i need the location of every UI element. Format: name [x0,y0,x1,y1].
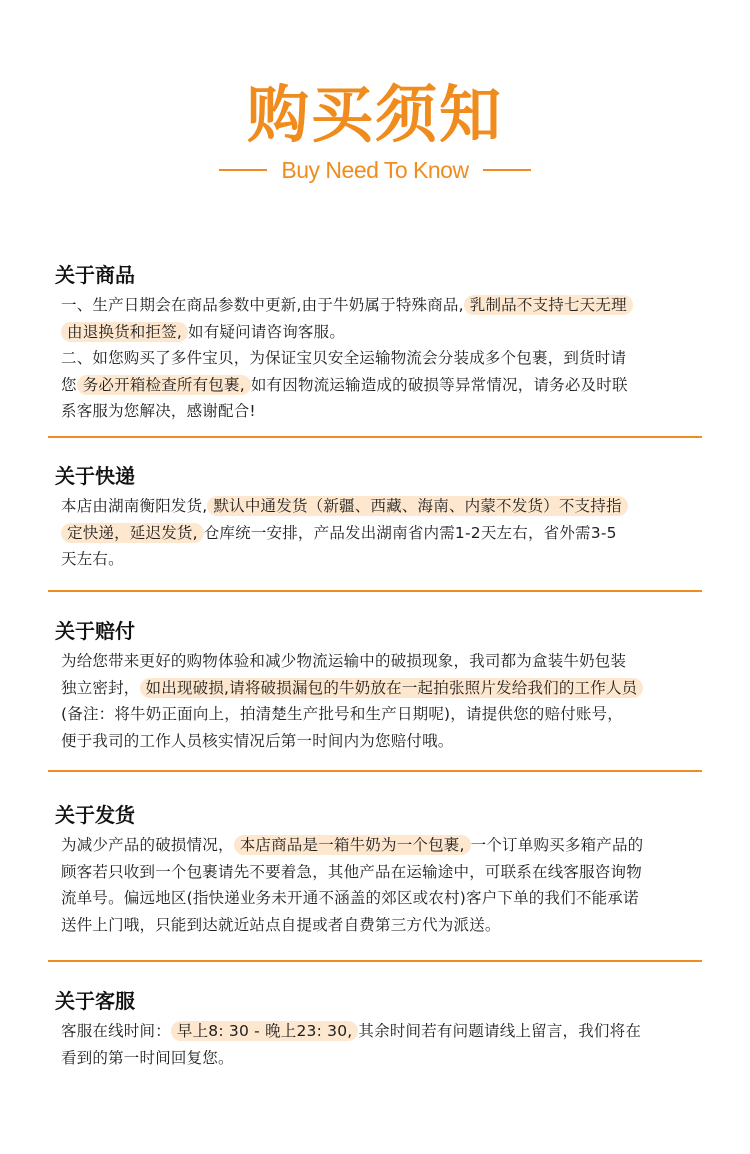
text-line: 顾客若只收到一个包裹请先不要着急，其他产品在运输途中，可联系在线客服咨询物 [61,862,642,881]
highlight: 定快递，延迟发货, [61,523,204,543]
section-title: 关于快递 [55,464,135,488]
subtitle-right-rule [483,169,531,171]
section-title: 关于赔付 [55,619,135,643]
section-body [55,1018,705,1071]
text-line: 天左右。 [61,550,124,568]
text-line: 客服在线时间： 早上8: 30 - 晚上23: 30, 其余时间若有问题请线上留言，我们将在 [61,1022,642,1040]
page-title: 购买须知 [246,78,503,151]
highlight: 如出现破损,请将破损漏包的牛奶放在一起拍张照片发给我们的工作人员 [140,678,644,698]
text-line: (备注：将牛奶正面向上，拍清楚生产批号和生产日期呢)，请提供您的赔付账号， [61,705,623,723]
section-title: 关于发货 [55,803,135,827]
text-line: 便于我司的工作人员核实情况后第一时间内为您赔付哦。 [61,731,454,750]
page-subtitle: Buy Need To Know [281,156,469,183]
section-divider [48,436,702,438]
subtitle-row [0,152,750,188]
highlight: 默认中通发货（新疆、西藏、海南、内蒙不发货）不支持指 [207,496,627,516]
text-line: 送件上门哦，只能到达就近站点自提或者自费第三方代为派送。 [61,915,501,934]
text-line: 流单号。偏远地区(指快递业务未开通不涵盖的郊区或农村)客户下单的我们不能承诺 [61,889,639,907]
text-line: 定快递，延迟发货, 仓库统一安排，产品发出湖南省内需1-2天左右，省外需3-5 [61,520,705,547]
highlight: 务必开箱检查所有包裹, [77,375,251,395]
subtitle-left-rule [219,169,267,171]
section-divider [48,590,702,592]
section-title: 关于商品 [55,263,135,287]
highlight: 乳制品不支持七天无理 [464,295,633,315]
section-product [55,262,705,425]
text-line: 系客服为您解决，感谢配合! [61,402,256,420]
section-body [55,292,705,425]
section-title: 关于客服 [55,989,135,1013]
highlight: 本店商品是一箱牛奶为一个包裹, [234,835,471,855]
section-shipping [55,802,705,938]
section-divider [48,770,702,772]
text-line: 二、如您购买了多件宝贝，为保证宝贝安全运输物流会分装成多个包裹，到货时请 [61,349,627,367]
section-body [55,493,705,573]
text-line: 您 务必开箱检查所有包裹, 如有因物流运输造成的破损等异常情况，请务必及时联 [61,375,628,394]
text-line: 独立密封， 如出现破损,请将破损漏包的牛奶放在一起拍张照片发给我们的工作人员 [61,675,705,702]
highlight: 早上8: 30 - 晚上23: 30, [171,1021,359,1041]
text-line: 为减少产品的破损情况， 本店商品是一箱牛奶为一个包裹, 一个订单购买多箱产品的 [61,836,644,854]
text-line: 为给您带来更好的购物体验和减少物流运输中的破损现象，我司都为盒装牛奶包装 [61,652,627,670]
text-line: 看到的第一时间回复您。 [61,1048,234,1067]
section-divider [48,960,702,962]
highlight: 由退换货和拒签, [61,322,188,342]
section-delivery [55,463,705,573]
section-customer-service [55,988,705,1071]
text-line: 由退换货和拒签, 如有疑问请咨询客服。 [61,319,705,346]
section-body [55,832,705,938]
section-body [55,648,705,754]
text-line: 本店由湖南衡阳发货, 默认中通发货（新疆、西藏、海南、内蒙不发货）不支持指 [61,493,705,520]
section-compensation [55,618,705,754]
text-line: 一、生产日期会在商品参数中更新,由于牛奶属于特殊商品, 乳制品不支持七天无理 [61,292,705,319]
